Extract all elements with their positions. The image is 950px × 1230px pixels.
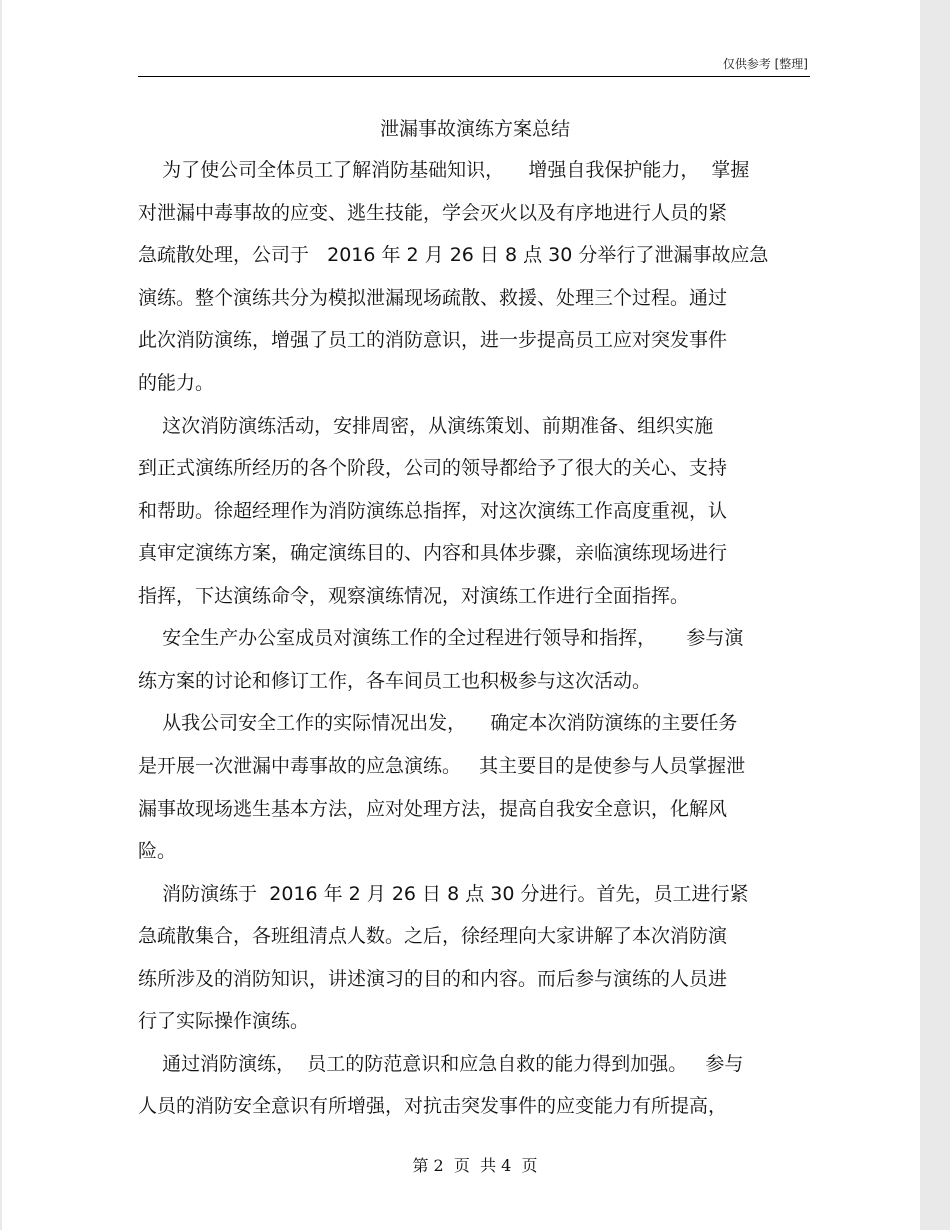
paragraph-line: 急疏散处理，公司于 2016 年 2 月 26 日 8 点 30 分举行了泄漏事故应急 (138, 244, 769, 266)
paragraph-line: 漏事故现场逃生基本方法，应对处理方法，提高自我安全意识，化解风 (138, 798, 728, 820)
page-header (138, 56, 810, 77)
paragraph-line: 对泄漏中毒事故的应变、逃生技能，学会灭火以及有序地进行人员的紧 (138, 202, 728, 224)
paragraph-line: 通过消防演练， 员工的防范意识和应急自救的能力得到加强。 参与 (138, 1053, 744, 1075)
paragraph-line: 为了使公司全体员工了解消防基础知识， 增强自我保护能力， 掌握 (138, 159, 750, 181)
paragraph-line: 安全生产办公室成员对演练工作的全过程进行领导和指挥， 参与演 (138, 627, 744, 649)
paragraph-line: 练方案的讨论和修订工作，各车间员工也积极参与这次活动。 (138, 670, 652, 692)
page-footer: 第 2 页 共 4 页 (412, 1156, 538, 1175)
paragraph-line: 从我公司安全工作的实际情况出发， 确定本次消防演练的主要任务 (138, 712, 738, 734)
document-title: 泄漏事故演练方案总结 (379, 118, 570, 140)
paragraph-line: 此次消防演练，增强了员工的消防意识，进一步提高员工应对突发事件 (138, 329, 728, 351)
paragraph-line: 险。 (138, 840, 177, 862)
header-text: 仅供参考 [整理] (722, 57, 808, 71)
paragraph-line: 到正式演练所经历的各个阶段，公司的领导都给予了很大的关心、支持 (138, 457, 728, 479)
paragraph-line: 行了实际操作演练。 (138, 1010, 310, 1032)
paragraph-line: 真审定演练方案，确定演练目的、内容和具体步骤，亲临演练现场进行 (138, 542, 728, 564)
paragraph-line: 这次消防演练活动，安排周密，从演练策划、前期准备、组织实施 (138, 415, 714, 437)
paragraph-line: 和帮助。徐超经理作为消防演练总指挥，对这次演练工作高度重视，认 (138, 500, 728, 522)
paragraph-line: 指挥，下达演练命令，观察演练情况，对演练工作进行全面指挥。 (138, 585, 690, 607)
document-page (2, 0, 920, 1230)
paragraph-line: 演练。整个演练共分为模拟泄漏现场疏散、救援、处理三个过程。通过 (138, 287, 728, 309)
paragraph-line: 是开展一次泄漏中毒事故的应急演练。 其主要目的是使参与人员掌握泄 (138, 755, 746, 777)
paragraph-line: 练所涉及的消防知识，讲述演习的目的和内容。而后参与演练的人员进 (138, 968, 728, 990)
paragraph-line: 消防演练于 2016 年 2 月 26 日 8 点 30 分进行。首先，员工进行紧 (138, 883, 749, 905)
paragraph-line: 人员的消防安全意识有所增强，对抗击突发事件的应变能力有所提高， (138, 1095, 728, 1117)
paragraph-line: 的能力。 (138, 372, 215, 394)
paragraph-line: 急疏散集合，各班组清点人数。之后，徐经理向大家讲解了本次消防演 (138, 925, 728, 947)
